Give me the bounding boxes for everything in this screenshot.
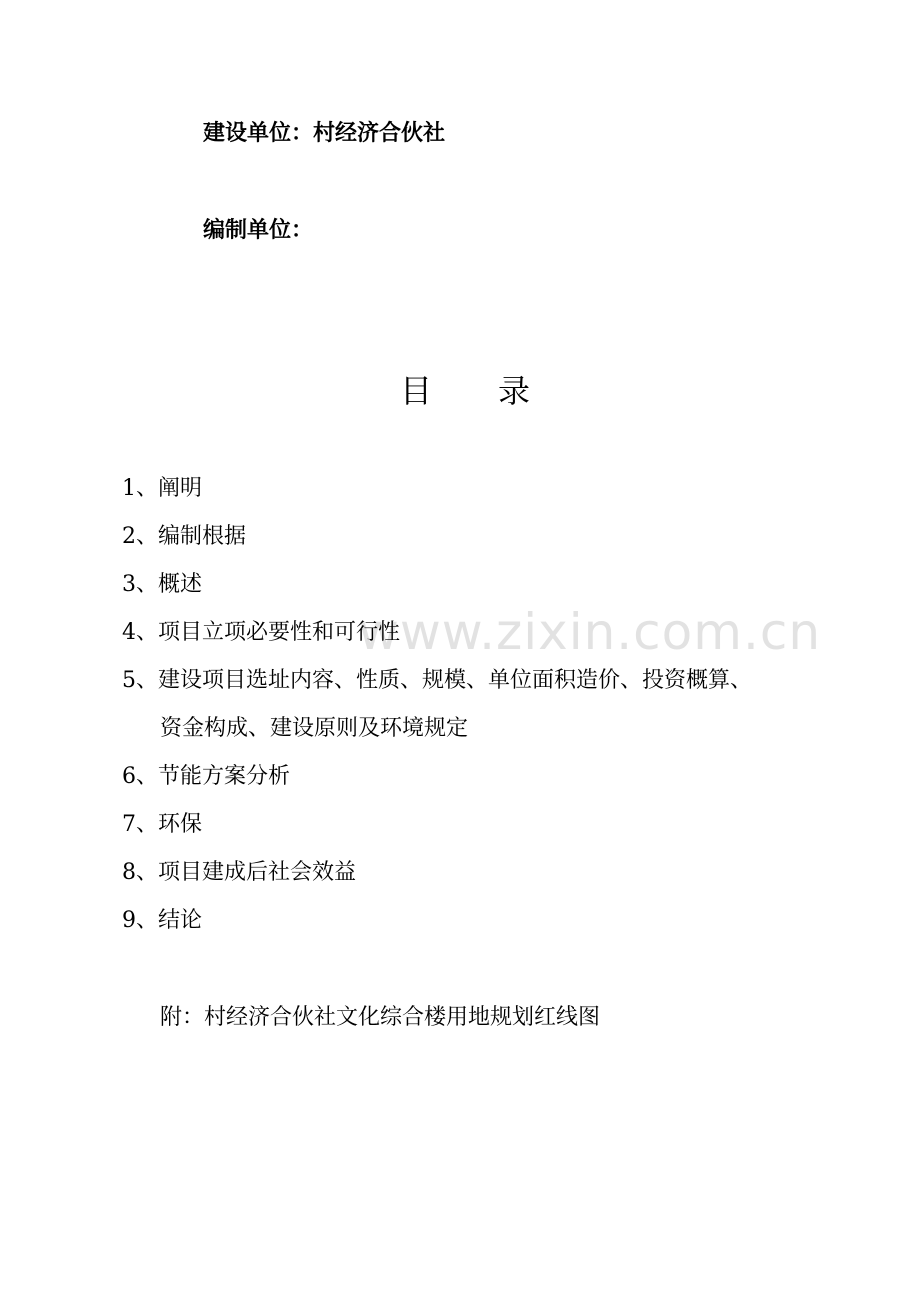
toc-item-7: 7、环保 [122, 812, 202, 837]
toc-item-5: 5、建设项目选址内容、性质、规模、单位面积造价、投资概算、 [122, 668, 752, 693]
toc-item-8: 8、项目建成后社会效益 [122, 860, 356, 885]
toc-item-4: 4、项目立项必要性和可行性 [122, 620, 400, 645]
toc-title-left: 目 [400, 372, 433, 410]
toc-item-1: 1、阐明 [122, 476, 202, 501]
toc-item-9: 9、结论 [122, 908, 202, 933]
watermark: www.zixin.com.cn [358, 603, 822, 661]
toc-item-5-continued: 资金构成、建设原则及环境规定 [160, 716, 469, 741]
toc-item-3: 3、概述 [122, 572, 202, 597]
toc-item-6: 6、节能方案分析 [122, 764, 290, 789]
toc-title [400, 371, 530, 411]
toc-title-right: 录 [498, 372, 531, 410]
compiler-line: 编制单位： [203, 218, 314, 243]
appendix-line: 附：村经济合伙社文化综合楼用地规划红线图 [160, 1005, 601, 1030]
toc-item-2: 2、编制根据 [122, 524, 246, 549]
builder-line: 建设单位：村经济合伙社 [203, 121, 446, 146]
